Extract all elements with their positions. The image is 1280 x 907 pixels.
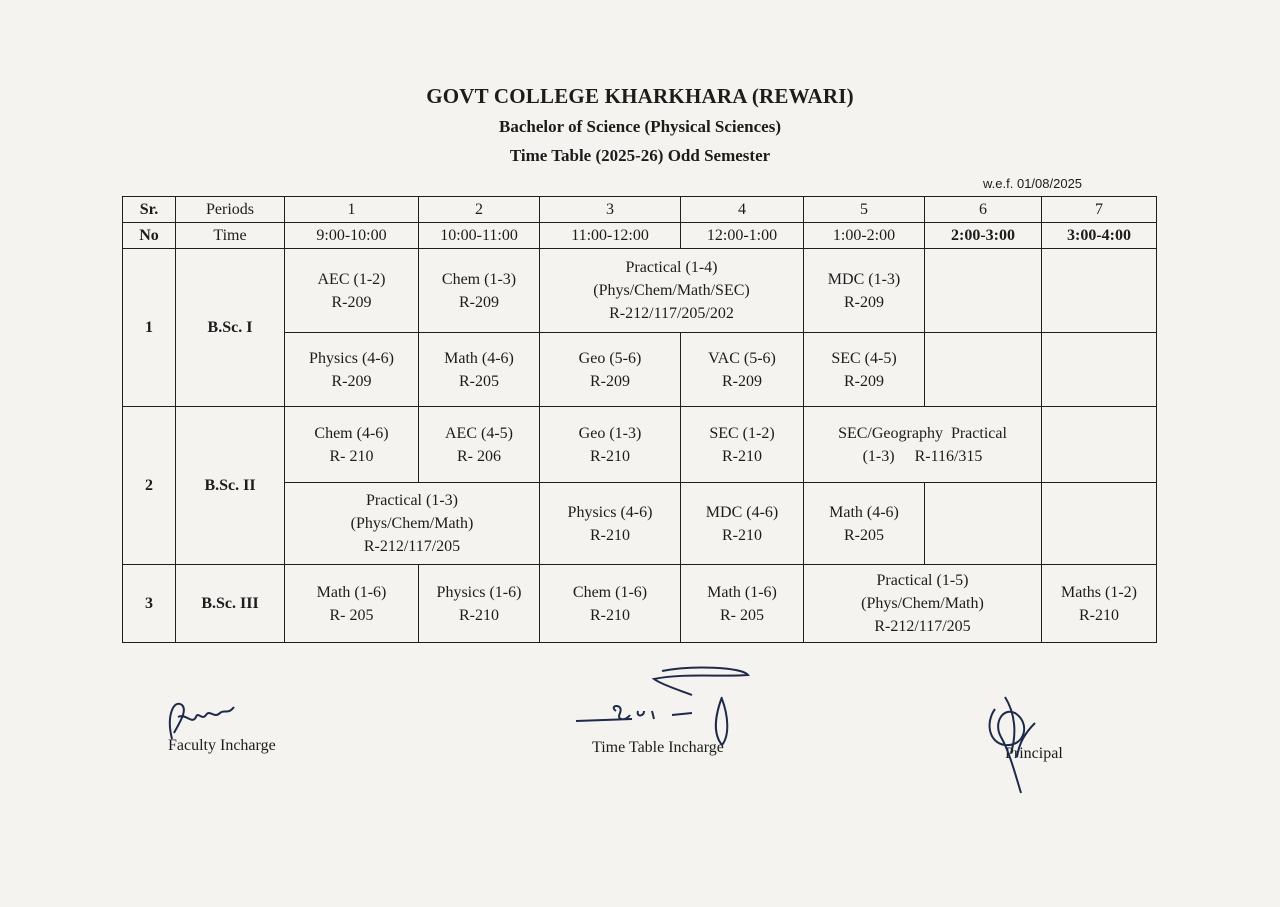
class-cell: AEC (4-5) R- 206 [419, 407, 540, 483]
serial-number: 1 [123, 249, 176, 407]
table-row [123, 565, 1157, 643]
effective-date: w.e.f. 01/08/2025 [983, 176, 1083, 191]
period-number: 7 [1042, 197, 1157, 223]
period-time: 9:00-10:00 [285, 223, 419, 249]
class-cell: Math (4-6) R-205 [804, 483, 925, 565]
period-time: 1:00-2:00 [804, 223, 925, 249]
class-cell: Chem (4-6) R- 210 [285, 407, 419, 483]
table-row [123, 407, 1157, 483]
serial-number: 3 [123, 565, 176, 643]
class-cell: Physics (4-6) R-209 [285, 333, 419, 407]
period-number: 3 [540, 197, 681, 223]
faculty-incharge-label: Faculty Incharge [168, 737, 276, 754]
practical-cell: Practical (1-4) (Phys/Chem/Math/SEC) R-212/117/205/202 [540, 249, 804, 333]
class-cell: Math (4-6) R-205 [419, 333, 540, 407]
class-cell: Math (1-6) R- 205 [681, 565, 804, 643]
time-header: Time [176, 223, 285, 249]
practical-cell: Practical (1-3) (Phys/Chem/Math) R-212/117/205 [285, 483, 540, 565]
empty-cell [925, 249, 1042, 333]
principal-label: Principal [1005, 745, 1063, 762]
timetable-title: Time Table (2025-26) Odd Semester [509, 146, 771, 165]
class-cell: Chem (1-6) R-210 [540, 565, 681, 643]
class-name: B.Sc. II [176, 407, 285, 565]
period-time: 10:00-11:00 [419, 223, 540, 249]
class-name: B.Sc. I [176, 249, 285, 407]
class-cell: Geo (5-6) R-209 [540, 333, 681, 407]
header-row-times [123, 223, 1157, 249]
periods-header: Periods [176, 197, 285, 223]
timetable-grid [122, 196, 1157, 643]
empty-cell [925, 483, 1042, 565]
serial-number: 2 [123, 407, 176, 565]
period-time: 12:00-1:00 [681, 223, 804, 249]
header-row-periods [123, 197, 1157, 223]
no-header: No [123, 223, 176, 249]
empty-cell [925, 333, 1042, 407]
period-number: 2 [419, 197, 540, 223]
period-number: 4 [681, 197, 804, 223]
period-number: 6 [925, 197, 1042, 223]
class-name: B.Sc. III [176, 565, 285, 643]
class-cell: AEC (1-2) R-209 [285, 249, 419, 333]
empty-cell [1042, 407, 1157, 483]
faculty-signature-mark [164, 695, 244, 745]
timetable-signature-mark [572, 663, 772, 753]
timetable-signature-block [592, 739, 724, 757]
class-cell: Math (1-6) R- 205 [285, 565, 419, 643]
principal-signature-mark [975, 693, 1065, 813]
empty-cell [1042, 483, 1157, 565]
class-cell: Maths (1-2) R-210 [1042, 565, 1157, 643]
class-cell: Physics (1-6) R-210 [419, 565, 540, 643]
timetable-incharge-label: Time Table Incharge [592, 739, 724, 756]
class-cell: Chem (1-3) R-209 [419, 249, 540, 333]
class-cell: SEC (4-5) R-209 [804, 333, 925, 407]
practical-cell: Practical (1-5) (Phys/Chem/Math) R-212/117/205 [804, 565, 1042, 643]
college-name: GOVT COLLEGE KHARKHARA (REWARI) [426, 84, 854, 108]
period-number: 1 [285, 197, 419, 223]
class-cell: SEC (1-2) R-210 [681, 407, 804, 483]
course-name: Bachelor of Science (Physical Sciences) [498, 117, 782, 136]
practical-cell: SEC/Geography Practical (1-3) R-116/315 [804, 407, 1042, 483]
period-time: 11:00-12:00 [540, 223, 681, 249]
period-time: 2:00-3:00 [925, 223, 1042, 249]
principal-signature-block [1005, 745, 1063, 763]
class-cell: MDC (1-3) R-209 [804, 249, 925, 333]
class-cell: Geo (1-3) R-210 [540, 407, 681, 483]
sr-header: Sr. [123, 197, 176, 223]
period-number: 5 [804, 197, 925, 223]
class-cell: MDC (4-6) R-210 [681, 483, 804, 565]
class-cell: VAC (5-6) R-209 [681, 333, 804, 407]
faculty-signature-block [168, 737, 276, 755]
table-row [123, 249, 1157, 333]
empty-cell [1042, 249, 1157, 333]
empty-cell [1042, 333, 1157, 407]
period-time: 3:00-4:00 [1042, 223, 1157, 249]
class-cell: Physics (4-6) R-210 [540, 483, 681, 565]
